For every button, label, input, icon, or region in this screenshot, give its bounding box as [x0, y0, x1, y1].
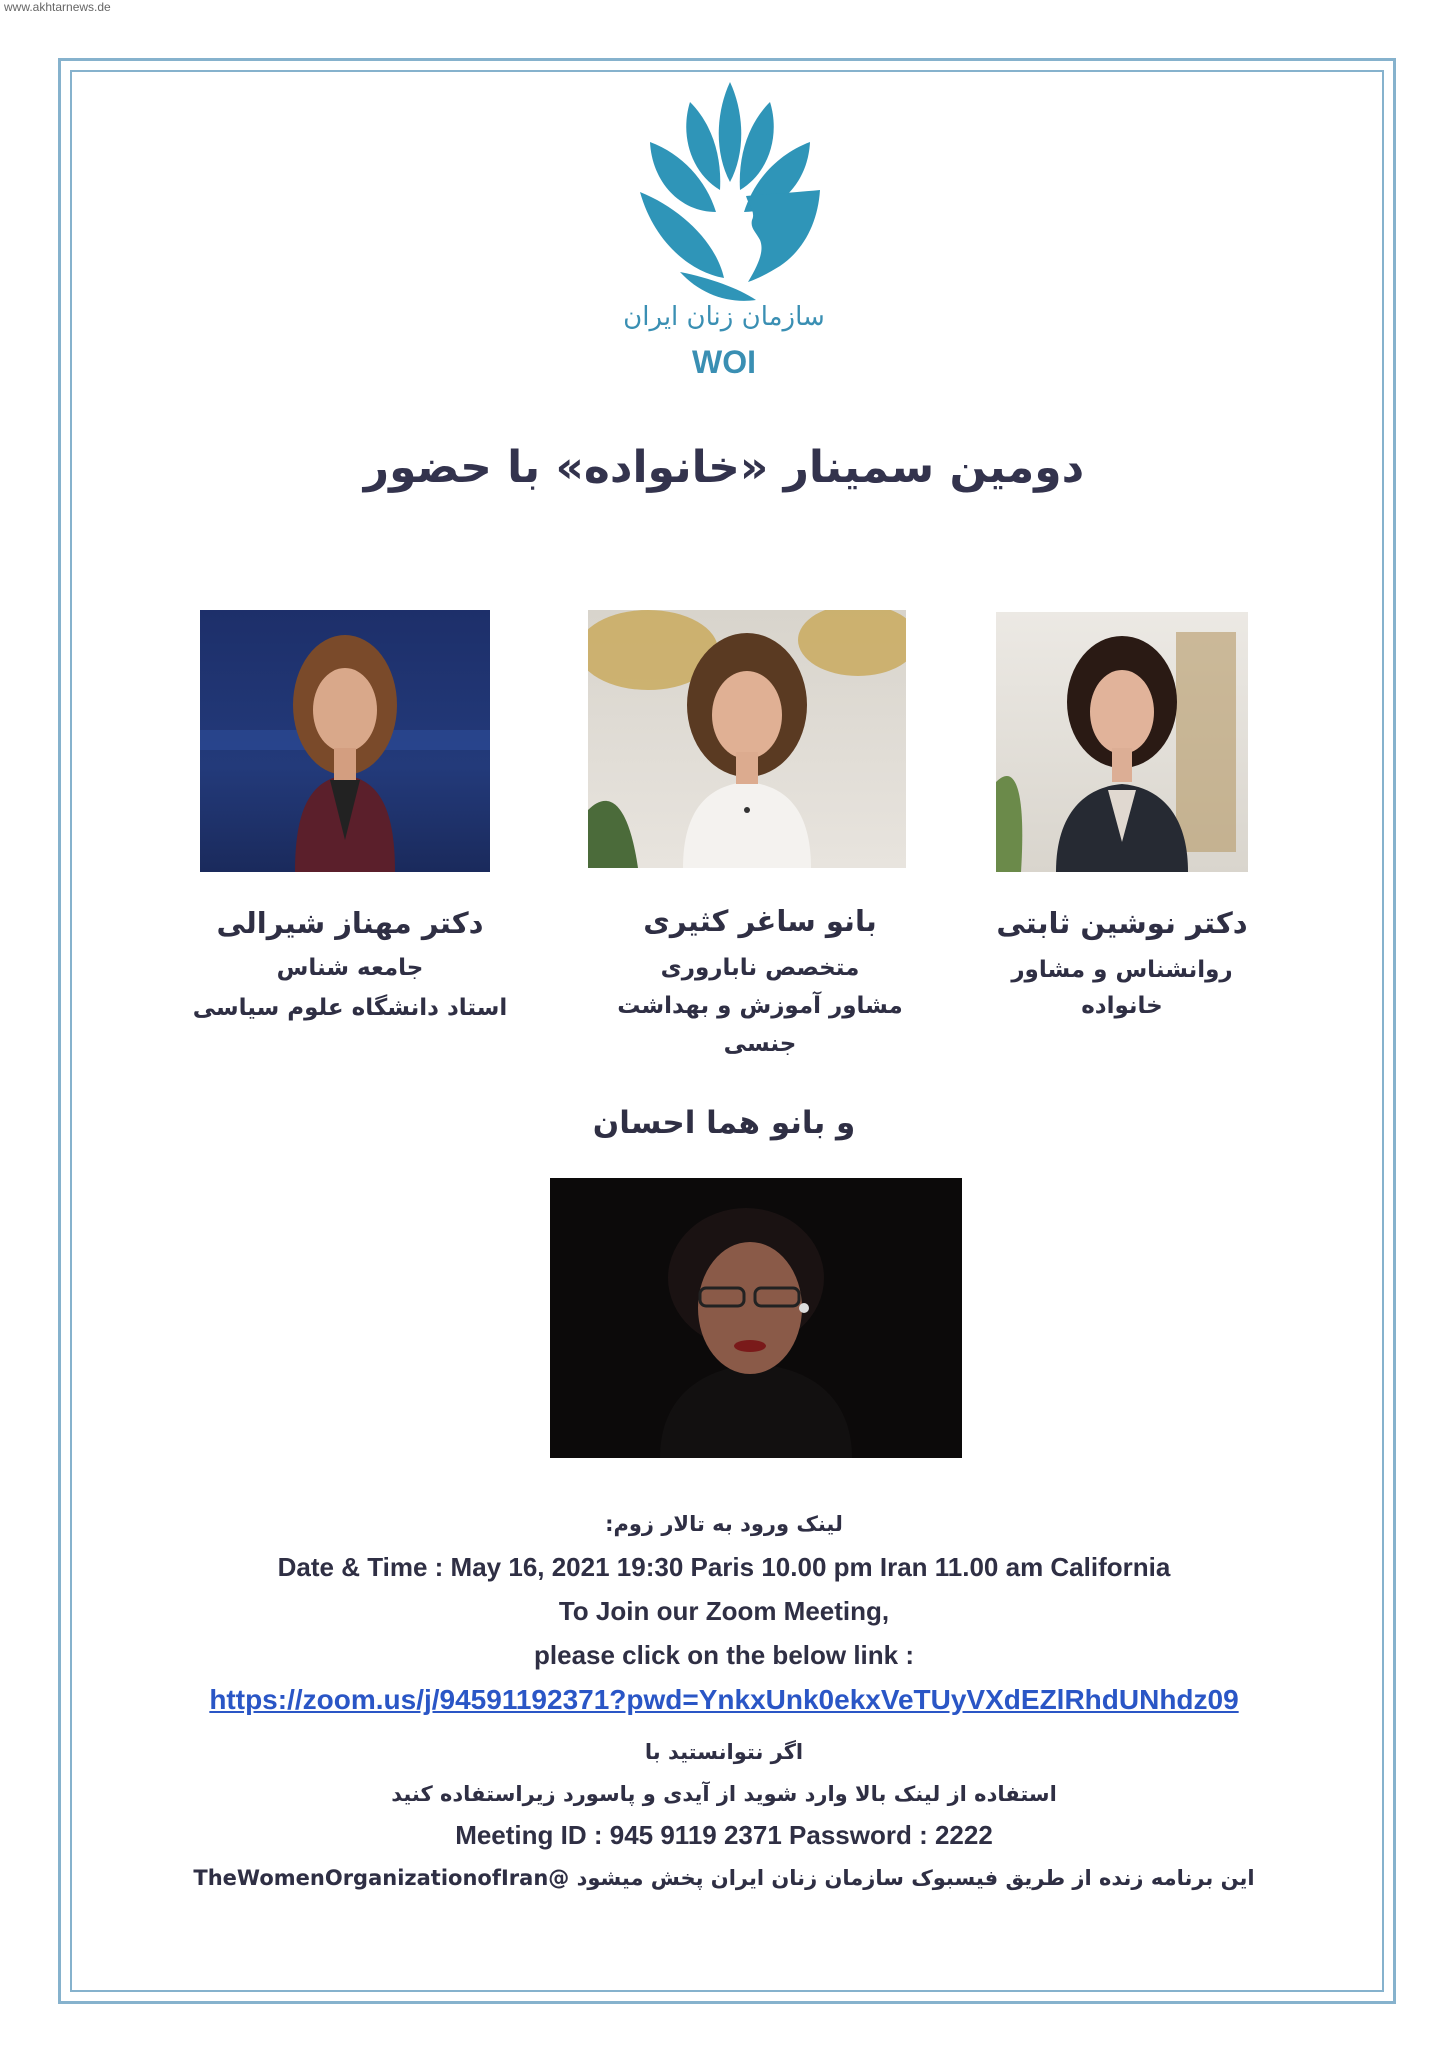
speaker-photo-mahnaz	[200, 610, 490, 872]
speaker-role-saghar-2: مشاور آموزش و بهداشت	[617, 993, 903, 1019]
watermark: www.akhtarnews.de	[4, 0, 111, 14]
speaker-role-mahnaz-1: جامعه شناس	[276, 955, 424, 981]
click-link-text: please click on the below link :	[534, 1640, 914, 1670]
facebook-broadcast-text: این برنامه زنده از طریق فیسبوک سازمان زنان ایران پخش میشود @TheWomenOrganizationofIran	[193, 1866, 1255, 1890]
logo-persian-text: سازمان زنان ایران	[623, 302, 825, 332]
speaker-role-mahnaz-2: استاد دانشگاه علوم سیاسی	[192, 995, 508, 1021]
zoom-link-row	[0, 1684, 1448, 1716]
speaker-name-nooshin: دکتر نوشین ثابتی	[996, 906, 1248, 940]
join-meeting-text: To Join our Zoom Meeting,	[558, 1596, 890, 1626]
speaker-role-nooshin-2: خانواده	[1081, 993, 1163, 1019]
logo-english-text: WOI	[692, 344, 756, 380]
woi-lotus-logo	[620, 72, 840, 312]
fallback-text-2: استفاده از لینک بالا وارد شوید از آیدی و پاسورد زیراستفاده کنید	[391, 1782, 1057, 1806]
fallback-text-1: اگر نتوانستید با	[644, 1740, 804, 1764]
zoom-intro-text: لینک ورود به تالار زوم:	[605, 1512, 843, 1536]
guest-photo-homa	[550, 1178, 962, 1458]
speaker-photo-nooshin	[996, 612, 1248, 872]
speaker-name-saghar: بانو ساغر کثیری	[643, 904, 877, 938]
speaker-role-saghar-3: جنسی	[723, 1031, 797, 1057]
datetime-text: Date & Time : May 16, 2021 19:30 Paris 10.00 pm Iran 11.00 am California	[277, 1552, 1171, 1582]
speaker-role-nooshin-1: روانشناس و مشاور	[1011, 957, 1233, 983]
speaker-name-mahnaz: دکتر مهناز شیرالی	[216, 906, 484, 940]
meeting-credentials: Meeting ID : 945 9119 2371 Password : 2222	[455, 1820, 993, 1850]
speaker-photo-saghar	[588, 610, 906, 868]
seminar-headline: دومین سمینار «خانواده» با حضور	[363, 442, 1085, 493]
zoom-link[interactable]: https://zoom.us/j/94591192371?pwd=YnkxUnk0ekxVeTUyVXdEZlRhdUNhdz09	[209, 1684, 1239, 1715]
guest-line: و بانو هما احسان	[592, 1105, 856, 1141]
speaker-role-saghar-1: متخصص ناباروری	[660, 955, 860, 981]
